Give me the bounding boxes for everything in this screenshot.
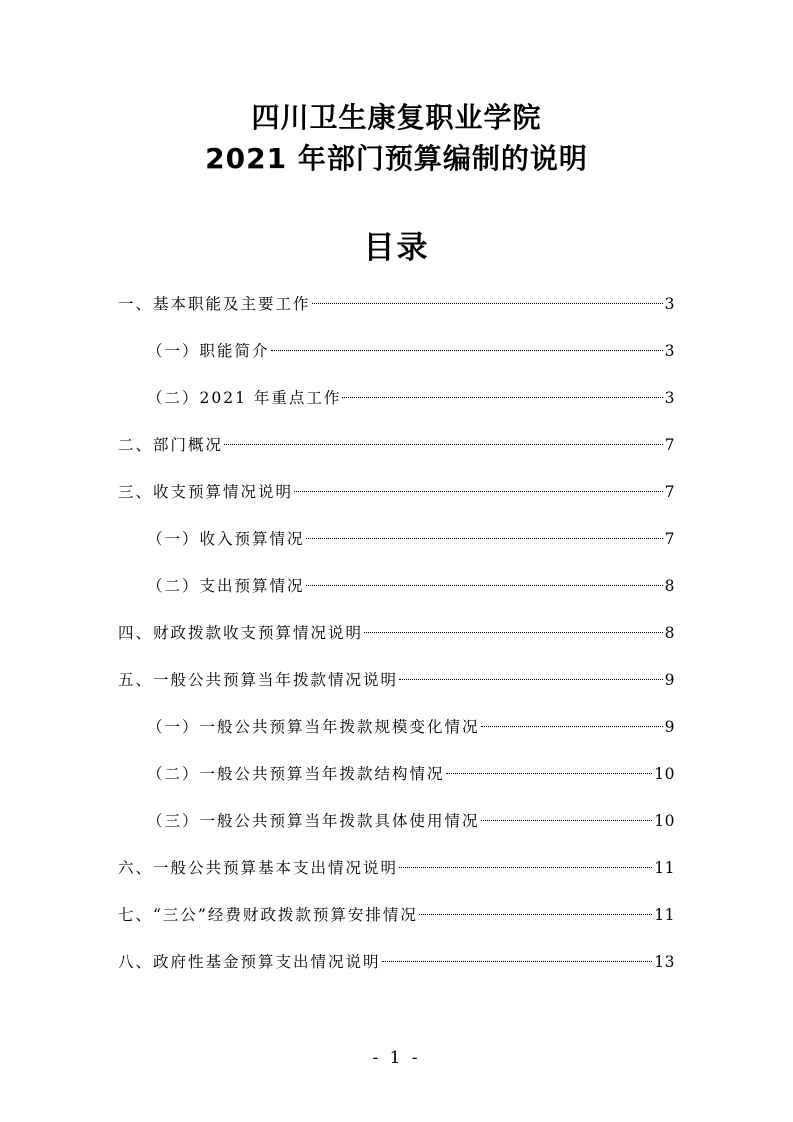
toc-dot-leader <box>419 914 652 915</box>
toc-entry-page: 11 <box>654 859 675 877</box>
toc-entry[interactable] <box>147 807 675 835</box>
toc-entry[interactable] <box>118 854 675 882</box>
toc-entry[interactable] <box>118 290 675 318</box>
toc-entry[interactable] <box>147 572 675 600</box>
toc-dot-leader <box>294 491 663 492</box>
toc-dot-leader <box>224 444 663 445</box>
toc-entry-page: 13 <box>654 953 675 971</box>
toc-entry-page: 7 <box>664 483 675 501</box>
toc-entry-page: 10 <box>654 765 675 783</box>
toc-entry-page: 3 <box>664 342 675 360</box>
page-number: - 1 - <box>372 1048 421 1068</box>
toc-entry[interactable] <box>147 384 675 412</box>
toc-entry-page: 7 <box>664 530 675 548</box>
toc-entry-page: 8 <box>664 577 675 595</box>
toc-dot-leader <box>446 773 653 774</box>
toc-entry-page: 3 <box>664 389 675 407</box>
document-title-line-1: 四川卫生康复职业学院 <box>251 101 542 134</box>
toc-entry[interactable] <box>118 619 675 647</box>
toc-entry-page: 7 <box>664 436 675 454</box>
toc-entry-page: 11 <box>654 906 675 924</box>
toc-entry-label: （一）一般公共预算当年拨款规模变化情况 <box>147 718 480 736</box>
toc-entry-label: （三）一般公共预算当年拨款具体使用情况 <box>147 812 480 830</box>
toc-entry-label: 四、财政拨款收支预算情况说明 <box>118 624 364 642</box>
toc-entry-label: （二）一般公共预算当年拨款结构情况 <box>147 765 445 783</box>
toc-dot-leader <box>481 820 653 821</box>
toc-entry-label: （二）支出预算情况 <box>147 577 305 595</box>
toc-entry[interactable] <box>118 431 675 459</box>
toc-dot-leader <box>399 867 652 868</box>
toc-entry-label: 三、收支预算情况说明 <box>118 483 294 501</box>
toc-dot-leader <box>481 726 663 727</box>
toc-entry-label: （一）职能简介 <box>147 342 270 360</box>
toc-entry[interactable] <box>118 901 675 929</box>
toc-entry-page: 9 <box>664 718 675 736</box>
toc-entry-label: 二、部门概况 <box>118 436 224 454</box>
toc-entry[interactable] <box>118 666 675 694</box>
toc-dot-leader <box>271 350 663 351</box>
toc-entry-page: 8 <box>664 624 675 642</box>
document-title-line-2: 2021 年部门预算编制的说明 <box>205 142 588 175</box>
toc-dot-leader <box>382 961 653 962</box>
toc-dot-leader <box>364 632 663 633</box>
toc-entry[interactable] <box>147 713 675 741</box>
toc-entry-label: （一）收入预算情况 <box>147 530 305 548</box>
toc-entry[interactable] <box>147 337 675 365</box>
toc-dot-leader <box>306 585 663 586</box>
toc-dot-leader <box>342 397 662 398</box>
toc-dot-leader <box>312 303 663 304</box>
toc-entry[interactable] <box>118 478 675 506</box>
toc-entry[interactable] <box>118 948 675 976</box>
toc-heading: 目录 <box>363 230 430 266</box>
toc-entry-page: 9 <box>664 671 675 689</box>
toc-entry-label: 六、一般公共预算基本支出情况说明 <box>118 859 399 877</box>
toc-dot-leader <box>306 538 663 539</box>
toc-entry-page: 10 <box>654 812 675 830</box>
toc-dot-leader <box>399 679 663 680</box>
toc-entry[interactable] <box>147 525 675 553</box>
toc-entry-label: （二）2021 年重点工作 <box>147 389 342 407</box>
toc-entry-label: 一、基本职能及主要工作 <box>118 295 311 313</box>
toc-entry-label: 五、一般公共预算当年拨款情况说明 <box>118 671 399 689</box>
toc-entry-page: 3 <box>664 295 675 313</box>
toc-entry-label: 八、政府性基金预算支出情况说明 <box>118 953 381 971</box>
toc-entry[interactable] <box>147 760 675 788</box>
toc-entry-label: 七、“三公”经费财政拨款预算安排情况 <box>118 906 418 924</box>
